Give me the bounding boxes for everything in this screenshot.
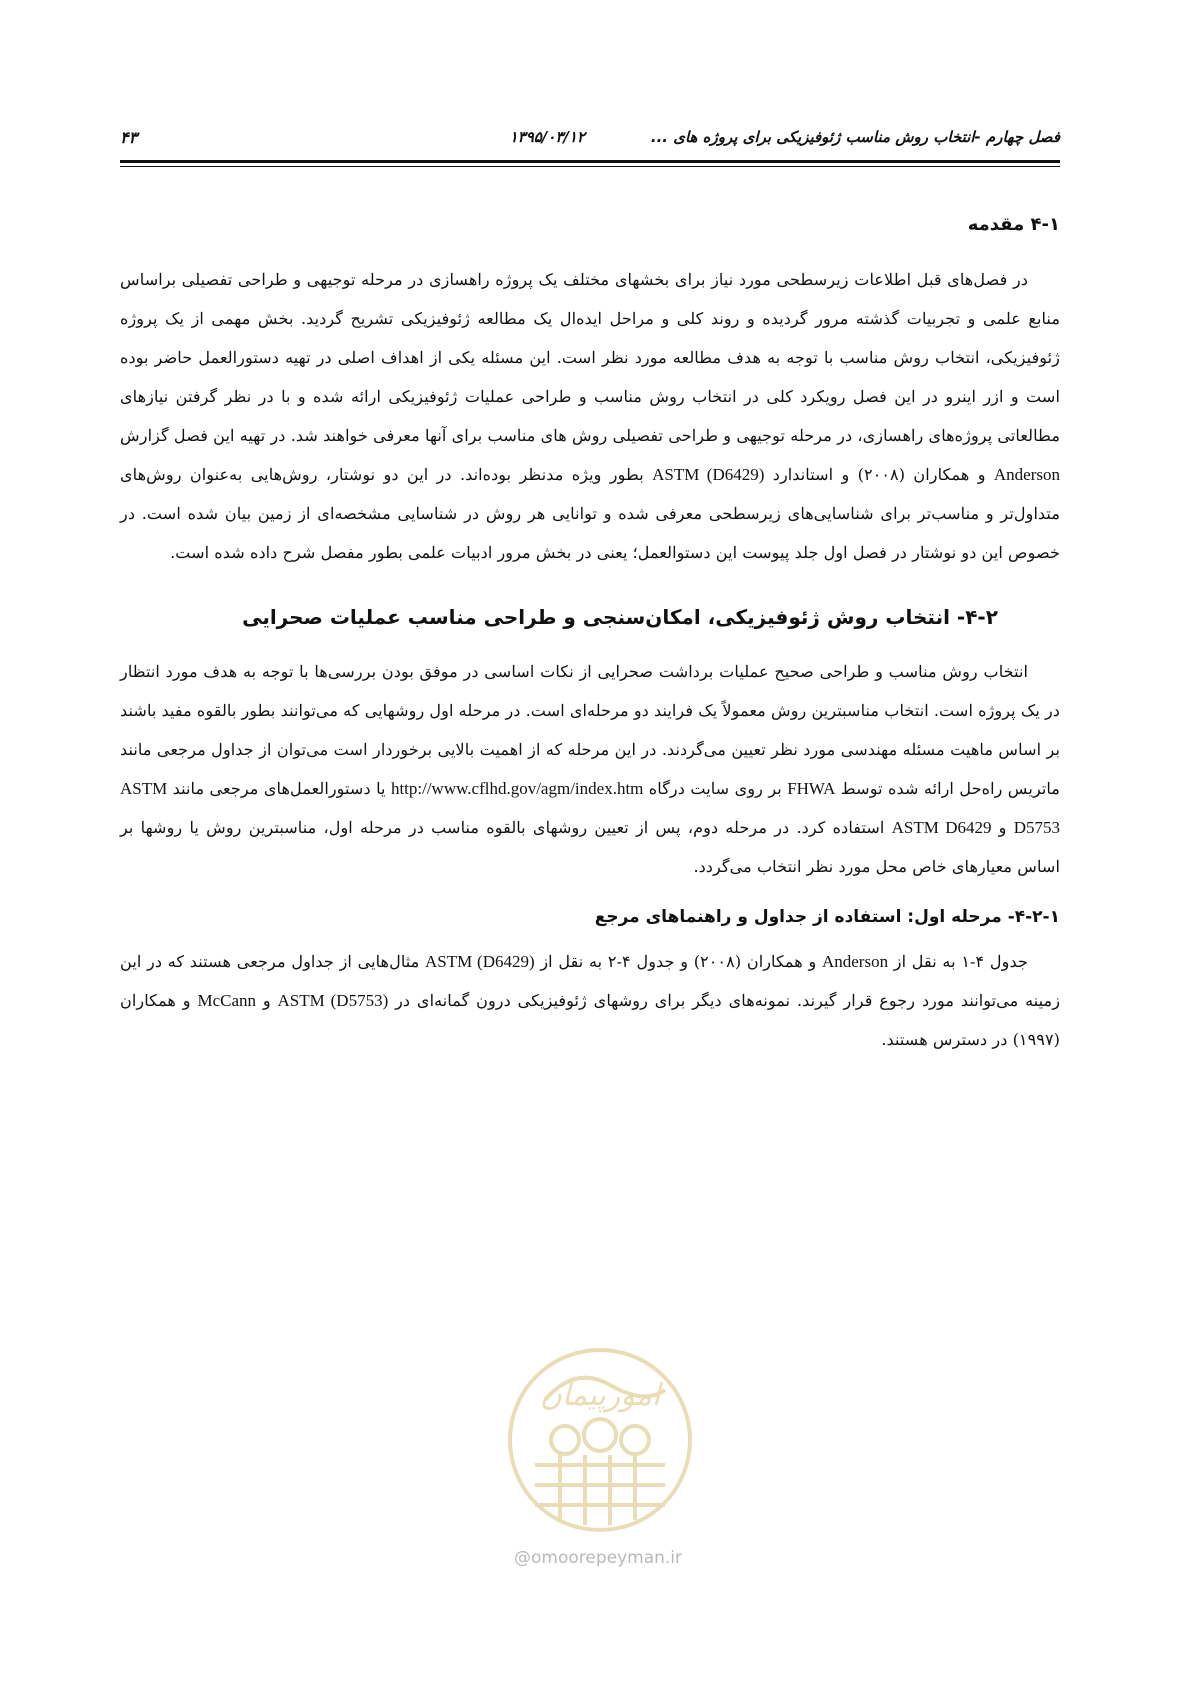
latin-term: ASTM D5753: [120, 779, 1060, 837]
page-header: [120, 128, 1060, 158]
section-heading-intro: ۴-۱ مقدمه: [967, 214, 1060, 235]
text-run: در فصل‌های قبل اطلاعات زیرسطحی مورد نیاز برای بخشهای مختلف یک پروژه راهسازی در مرحله توجیهی و طراحی تفصیلی براساس منابع علمی و تجربیات گذشته مرور گردیده و روند کلی و مراحل ایده‌ال یک مطالعه ژئوفیزیکی تشریح گردید. بخش مهمی از یک پروژه ژئوفیزیکی، انتخاب روش مناسب با توجه به هدف مطالعه مورد نظر است. این مسئله یکی از اهداف اصلی در تهیه دستورالعمل حاضر بوده است و ازر اینرو در این فصل رویکرد کلی در انتخاب روش مناسب و طراحی عملیات ژئوفیزیکی ارائه شده و با در نظر گرفتن نیازهای مطالعاتی پروژه‌های راهسازی، در مرحله توجیهی و طراحی تفصیلی روش های مناسب برای آنها معرفی خواهند شد. در تهیه این فصل گزارش: [120, 270, 1060, 445]
paragraph-selection: [120, 652, 1060, 886]
text-run: و: [256, 991, 278, 1010]
latin-term: McCann: [197, 991, 256, 1010]
text-run: یا دستورالعمل‌های مرجعی مانند: [167, 779, 391, 798]
paragraph-stage-one: [120, 942, 1060, 1059]
page-content: [120, 210, 1060, 1059]
text-run: و: [991, 818, 1014, 837]
paragraph-intro: [120, 260, 1060, 572]
text-run: انتخاب روش مناسب و طراحی صحیح عملیات برداشت صحرایی از نکات اساسی در موفق بودن بررسی‌ها با توجه به هدف مورد انتظار در یک پروژه است. انتخاب مناسبترین روش معمولاً یک فرایند دو مرحله‌ای است. در مرحله اول روشهایی که می‌توانند بطور بالقوه مفید باشند بر اساس ماهیت مسئله مهندسی مورد نظر تعیین می‌گردند. در این مرحله که از اهمیت بالایی برخوردار است می‌توان از جداول مرجعی مانند ماتریس راه‌حل ارائه شده توسط: [120, 662, 1060, 798]
section-heading-selection: ۴-۲- انتخاب روش ژئوفیزیکی، امکان‌سنجی و طراحی مناسب عملیات صحرایی: [242, 605, 998, 629]
latin-term: ASTM (D6429): [652, 465, 765, 484]
text-run: و همکاران (۱۹۹۷) در دسترس هستند.: [120, 991, 1060, 1049]
url-link[interactable]: http://www.cflhd.gov/agm/index.htm: [390, 779, 644, 798]
text-run: بر روی سایت درگاه: [643, 779, 788, 798]
text-run: مثال‌هایی از جداول مرجعی هستند که در این زمینه می‌توانند مورد رجوع قرار گیرند. نمونه‌های دیگر برای روشهای ژئوفیزیکی درون گمانه‌ای در: [120, 952, 1061, 1010]
chapter-title: فصل چهارم -انتخاب روش مناسب ژئوفیزیکی برای پروژه های ...: [650, 128, 1060, 146]
watermark-text: امورپیمان: [539, 1378, 661, 1413]
watermark-seal: [505, 1345, 695, 1535]
page-number: ۴۳: [120, 128, 138, 147]
latin-term: ASTM (D5753): [277, 991, 389, 1010]
text-run: استفاده کرد. در مرحله دوم، پس از تعیین روشهای بالقوه مناسب در مرحله اول، مناسبترین روش یا روشها بر اساس معیارهای خاص محل مورد نظر انتخاب می‌گردد.: [120, 818, 1060, 876]
latin-term: ASTM D6429: [891, 818, 992, 837]
text-run: و همکاران (۲۰۰۸) و استاندارد: [764, 465, 994, 484]
text-run: و همکاران (۲۰۰۸) و جدول ۴-۲ به نقل از: [534, 952, 822, 971]
latin-term: FHWA: [787, 779, 836, 798]
header-rule-thick: [120, 160, 1060, 163]
header-date: ۱۳۹۵/۰۳/۱۲: [509, 128, 585, 146]
header-rule-thin: [120, 166, 1060, 167]
latin-term: Anderson: [821, 952, 889, 971]
text-run: بطور ویژه مدنظر بوده‌اند. در این دو نوشتار، روش‌هایی به‌عنوان روش‌های متداول‌تر و مناسب‌تر برای شناسایی‌های زیرسطحی معرفی شده و توانایی هر روش در شناسایی مشخصه‌ای از زمین بیان شده است. در خصوص این دو نوشتار در فصل اول جلد پیوست این دستوالعمل؛ یعنی در بخش مرور ادبیات علمی بطور مفصل شرح داده شده است.: [120, 465, 1060, 562]
latin-term: ASTM (D6429): [425, 952, 535, 971]
watermark-site: @omoorepeyman.ir: [513, 1548, 683, 1568]
latin-term: Anderson: [993, 465, 1060, 484]
text-run: جدول ۴-۱ به نقل از: [888, 952, 1028, 971]
subsection-heading-stage-one: ۴-۲-۱- مرحله اول: استفاده از جداول و راهنماهای مرجع: [594, 907, 1060, 927]
